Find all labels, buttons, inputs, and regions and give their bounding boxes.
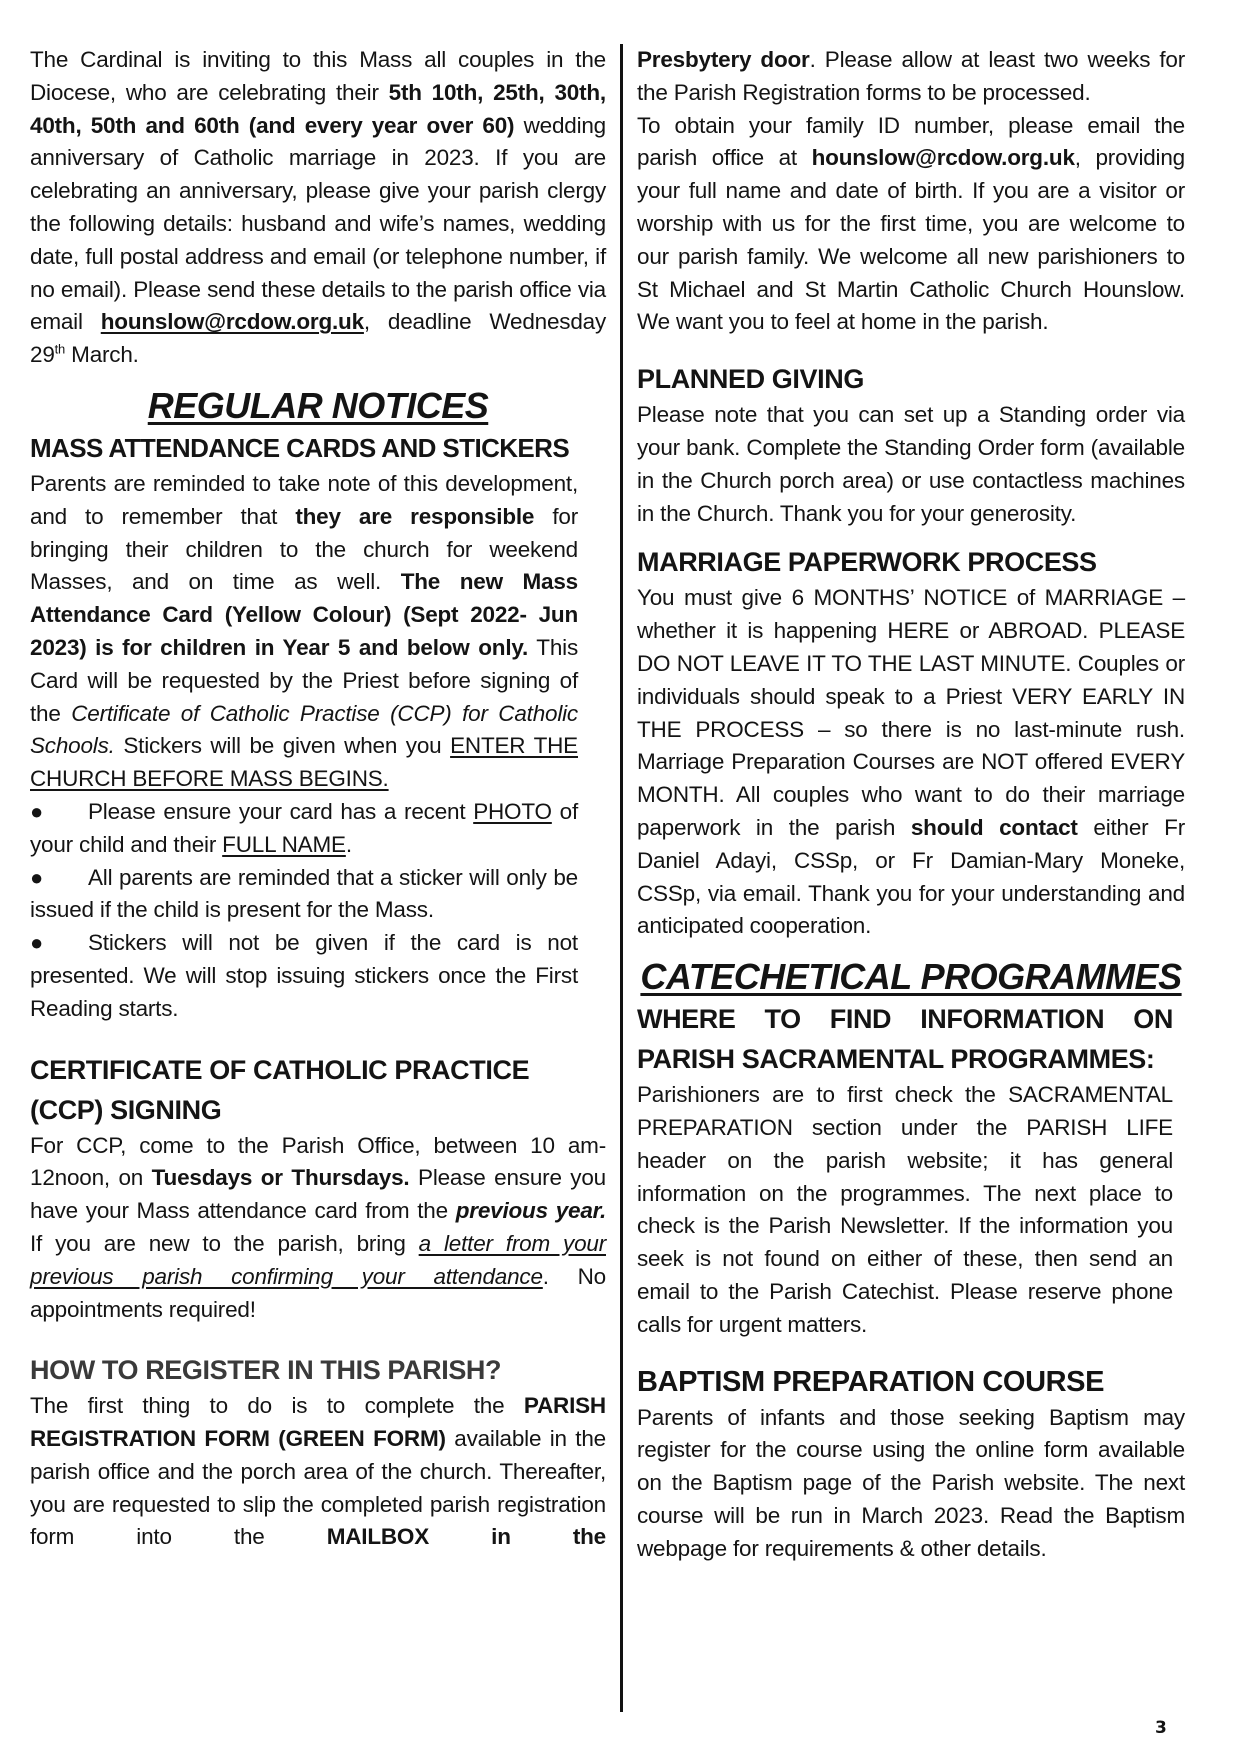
email-link[interactable]: hounslow@rcdow.org.uk (811, 145, 1075, 171)
regular-notices-title: REGULAR NOTICES (147, 384, 489, 426)
bullet-item-sticker-not-given: ● Stickers will not be given if the card is not presented. We will stop issuing stickers once the First Reading starts. (30, 927, 578, 1025)
bullet-icon: ● (30, 798, 44, 824)
column-divider (620, 44, 623, 1712)
bullet-icon: ● (30, 864, 44, 890)
register-heading: HOW TO REGISTER IN THIS PARISH? (30, 1355, 502, 1386)
catechetical-programmes-title: CATECHETICAL PROGRAMMES (640, 956, 1182, 998)
right-column (637, 44, 1210, 1565)
planned-giving-paragraph: Please note that you can set up a Standing order via your bank. Complete the Standing Order form (available in the Church porch area) or use contactless machines in the Church. Thank you for your generosity. (637, 402, 1185, 526)
baptism-heading: BAPTISM PREPARATION COURSE (637, 1365, 1105, 1398)
marriage-heading: MARRIAGE PAPERWORK PROCESS (637, 547, 1097, 578)
family-id-paragraph: To obtain your family ID number, please email the parish office at hounslow@rcdow.org.uk, providing your full name and date of birth. If you are a visitor or worship with us for the first time, you are welcome to our parish family. We welcome all new parishioners to St Michael and St Martin Catholic Church Hounslow. We want you to feel at home in the parish. (637, 112, 1185, 335)
left-column (30, 44, 606, 1554)
anniversary-mass-paragraph: The Cardinal is inviting to this Mass all couples in the Diocese, who are celebrating their 5th 10th, 25th, 30th, 40th, 50th and 60th (and every year over 60) wedding anniversary of Catholic marriage in 2023. If you are celebrating an anniversary, please give your parish clergy the following details: husband and wife’s names, wedding date, full postal address and email (or telephone number, if no email). Please send these details to the parish office via email hounslow@rcdow.org.uk, deadline Wednesday 29th March. (30, 47, 606, 368)
baptism-paragraph: Parents of infants and those seeking Baptism may register for the course using the online form available on the Baptism page of the Parish website. The next course will be run in March 2023. Read the Baptism webpage for requirements & other details. (637, 1404, 1185, 1561)
bullet-item-sticker-issued: ● All parents are reminded that a sticker will only be issued if the child is present for the Mass. (30, 862, 578, 928)
planned-giving-heading: PLANNED GIVING (637, 364, 864, 395)
mass-cards-paragraph: Parents are reminded to take note of this development, and to remember that they are responsible for bringing their children to the church for weekend Masses, and on time as well. The new Mass Attendance Card (Yellow Colour) (Sept 2022- Jun 2023) is for children in Year 5 and below only. This Card will be requested by the Priest before signing of the Certificate of Catholic Practise (CCP) for Catholic Schools. Stickers will be given when you ENTER THE CHURCH BEFORE MASS BEGINS. (30, 470, 579, 792)
where-info-paragraph: Parishioners are to first check the SACRAMENTAL PREPARATION section under the PARISH LIFE header on the parish website; it has general information on the programmes. The next place to check is the Parish Newsletter. If the information you seek is not found on either of these, then send an email to the Parish Catechist. Please reserve phone calls for urgent matters. (637, 1082, 1173, 1337)
anniversary-years: 5th 10th, 25th, 30th, 40th, 50th and 60th (and every year over 60) (30, 79, 606, 138)
where-info-heading-line2: PARISH SACRAMENTAL PROGRAMMES: (637, 1044, 1155, 1075)
ccp-paragraph: For CCP, come to the Parish Office, between 10 am-12noon, on Tuesdays or Thursdays. Please ensure you have your Mass attendance card from the previous year. If you are new to the parish, bring a letter from your previous parish confirming your attendance. No appointments required! (30, 1132, 607, 1322)
register-continued-paragraph: Presbytery door. Please allow at least two weeks for the Parish Registration forms to be processed. (637, 47, 1185, 105)
ccp-heading-line2: (CCP) SIGNING (30, 1094, 222, 1125)
bullet-icon: ● (30, 930, 44, 956)
marriage-paragraph: You must give 6 MONTHS’ NOTICE of MARRIAGE – whether it is happening HERE or ABROAD. PLEASE DO NOT LEAVE IT TO THE LAST MINUTE. Couples or individuals should speak to a Priest VERY EARLY IN THE PROCESS – so there is no last-minute rush. Marriage Preparation Courses are NOT offered EVERY MONTH. All couples who want to do their marriage paperwork in the parish should contact either Fr Daniel Adayi, CSSp, or Fr Damian-Mary Moneke, CSSp, via email. Thank you for your understanding and anticipated cooperation. (637, 585, 1185, 939)
page-number: 3 (1155, 1718, 1167, 1738)
ccp-heading-line1: CERTIFICATE OF CATHOLIC PRACTICE (30, 1054, 530, 1085)
bullet-item-photo: ● Please ensure your card has a recent PHOTO of your child and their FULL NAME. (30, 796, 578, 862)
register-paragraph: The first thing to do is to complete the PARISH REGISTRATION FORM (GREEN FORM) available in the parish office and the porch area of the church. Thereafter, you are requested to slip the completed parish registration form into the MAILBOX in the (30, 1393, 606, 1550)
where-info-heading-line1: WHERE TO FIND INFORMATION ON (637, 1004, 1173, 1035)
email-link[interactable]: hounslow@rcdow.org.uk (100, 309, 364, 335)
mass-cards-heading: MASS ATTENDANCE CARDS AND STICKERS (30, 432, 570, 463)
